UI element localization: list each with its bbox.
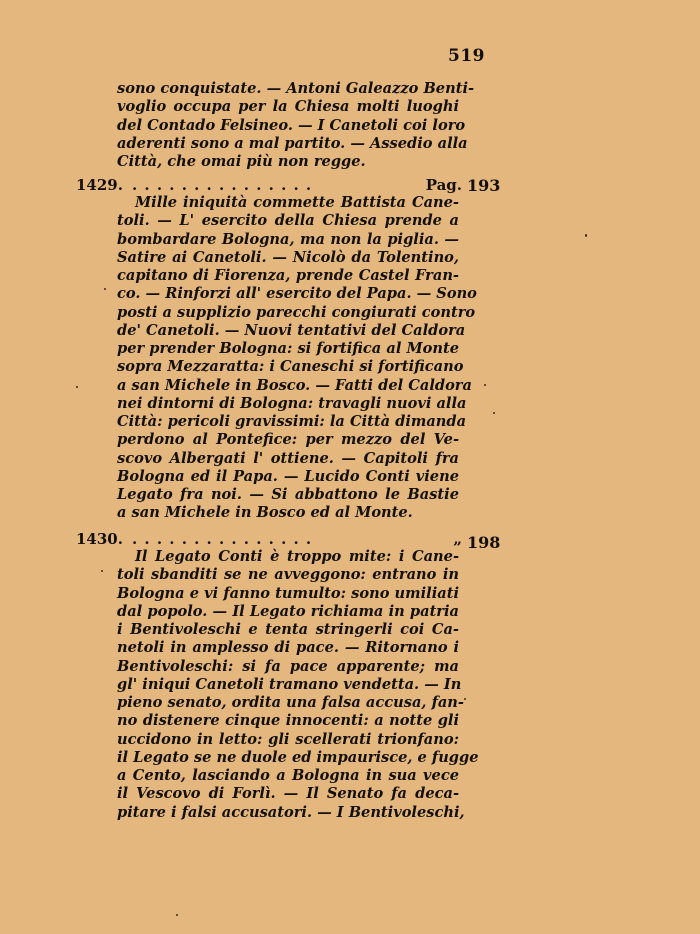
text-line: aderenti sono a mal partito. — Assedio alla: [117, 134, 468, 152]
page-reference-1430: 198: [467, 533, 501, 552]
text-line: no distenere cinque innocenti: a notte gli: [117, 712, 459, 730]
text-line: sopra Mezzaratta: i Caneschi si fortificano: [117, 358, 464, 376]
text-line: a san Michele in Bosco ed al Monte.: [117, 504, 413, 522]
year-heading-1429: [76, 176, 462, 196]
text-line: de' Canetoli. — Nuovi tentativi del Caldora: [117, 321, 466, 339]
text-line: il Vescovo di Forlì. — Il Senato fa deca-: [117, 785, 459, 803]
text-line: Satire ai Canetoli. — Nicolò da Tolentino,: [117, 248, 459, 266]
text-line: scovo Albergati l' ottiene. — Capitoli fra: [117, 449, 459, 467]
text-line: Il Legato Conti è troppo mite: i Cane-: [135, 548, 459, 565]
text-line: Legato fra noi. — Si abbattono le Bastie: [117, 486, 459, 503]
text-line: Bentivoleschi: si fa pace apparente; ma: [117, 657, 459, 675]
dot-leaders: ...............: [132, 176, 319, 194]
scan-speck: [493, 412, 495, 414]
text-line: nei dintorni di Bologna: travagli nuovi alla: [117, 394, 467, 412]
text-line: capitano di Fiorenza, prende Castel Fran-: [117, 267, 459, 284]
scan-speck: [585, 234, 587, 237]
text-line: del Contado Felsineo. — I Canetoli coi loro: [117, 116, 466, 134]
scan-speck: [484, 384, 486, 386]
paragraph-1429: [117, 194, 477, 523]
text-line: a san Michele in Bosco. — Fatti del Caldora: [117, 376, 472, 394]
text-line: toli sbanditi se ne avveggono: entrano in: [117, 566, 459, 584]
text-line: per prender Bologna: si fortifica al Monte: [117, 340, 459, 357]
text-line: dal popolo. — Il Legato richiama in patria: [117, 602, 459, 620]
text-line: sono conquistate. — Antoni Galeazzo Benti-: [117, 80, 475, 97]
text-line: posti a supplizio parecchi congiurati contro: [117, 303, 476, 321]
text-line: voglio occupa per la Chiesa molti luoghi: [117, 98, 459, 116]
year-heading-1430: [76, 530, 462, 550]
text-line: Città: pericoli gravissimi: la Città dimanda: [117, 413, 467, 430]
text-line: i Bentivoleschi e tenta stringerli coi Ca-: [117, 621, 459, 638]
text-line: pitare i falsi accusatori. — I Bentivoleschi,: [117, 803, 465, 821]
scan-speck: [464, 698, 466, 700]
text-line: pieno senato, ordita una falsa accusa, fan-: [117, 694, 464, 711]
page-reference-1429: 193: [467, 176, 501, 195]
scan-speck: [76, 386, 78, 388]
text-line: Bologna e vi fanno tumulto: sono umiliati: [117, 584, 459, 602]
text-line: Bologna ed il Papa. — Lucido Conti viene: [117, 467, 459, 485]
text-line: netoli in amplesso di pace. — Ritornano i: [117, 639, 459, 657]
paragraph-continuation: [117, 80, 475, 171]
dot-leaders: ...............: [132, 530, 319, 548]
scan-speck: [176, 914, 178, 916]
paragraph-1430: [117, 548, 479, 822]
text-line: Città, che omai più non regge.: [117, 153, 366, 170]
text-line: a Cento, lasciando a Bologna in sua vece: [117, 767, 459, 784]
page-label: Pag.: [425, 176, 462, 194]
text-line: perdono al Pontefice: per mezzo del Ve-: [117, 431, 459, 449]
scan-speck: [101, 570, 103, 572]
text-line: toli. — L' esercito della Chiesa prende a: [117, 212, 459, 230]
year-label: 1429.: [76, 176, 123, 194]
text-line: Mille iniquità commette Battista Cane-: [135, 194, 459, 211]
year-label: 1430.: [76, 530, 123, 548]
page-number: 519: [448, 46, 485, 66]
page-label: „: [453, 530, 462, 548]
text-line: uccidono in letto: gli scellerati trionfano:: [117, 730, 459, 748]
text-line: co. — Rinforzi all' esercito del Papa. — Sono: [117, 285, 477, 303]
text-line: gl' iniqui Canetoli tramano vendetta. — In: [117, 675, 462, 693]
scan-speck: [104, 288, 106, 290]
text-line: bombardare Bologna, ma non la piglia. —: [117, 230, 459, 248]
text-line: il Legato se ne duole ed impaurisce, e fugge: [117, 748, 479, 766]
